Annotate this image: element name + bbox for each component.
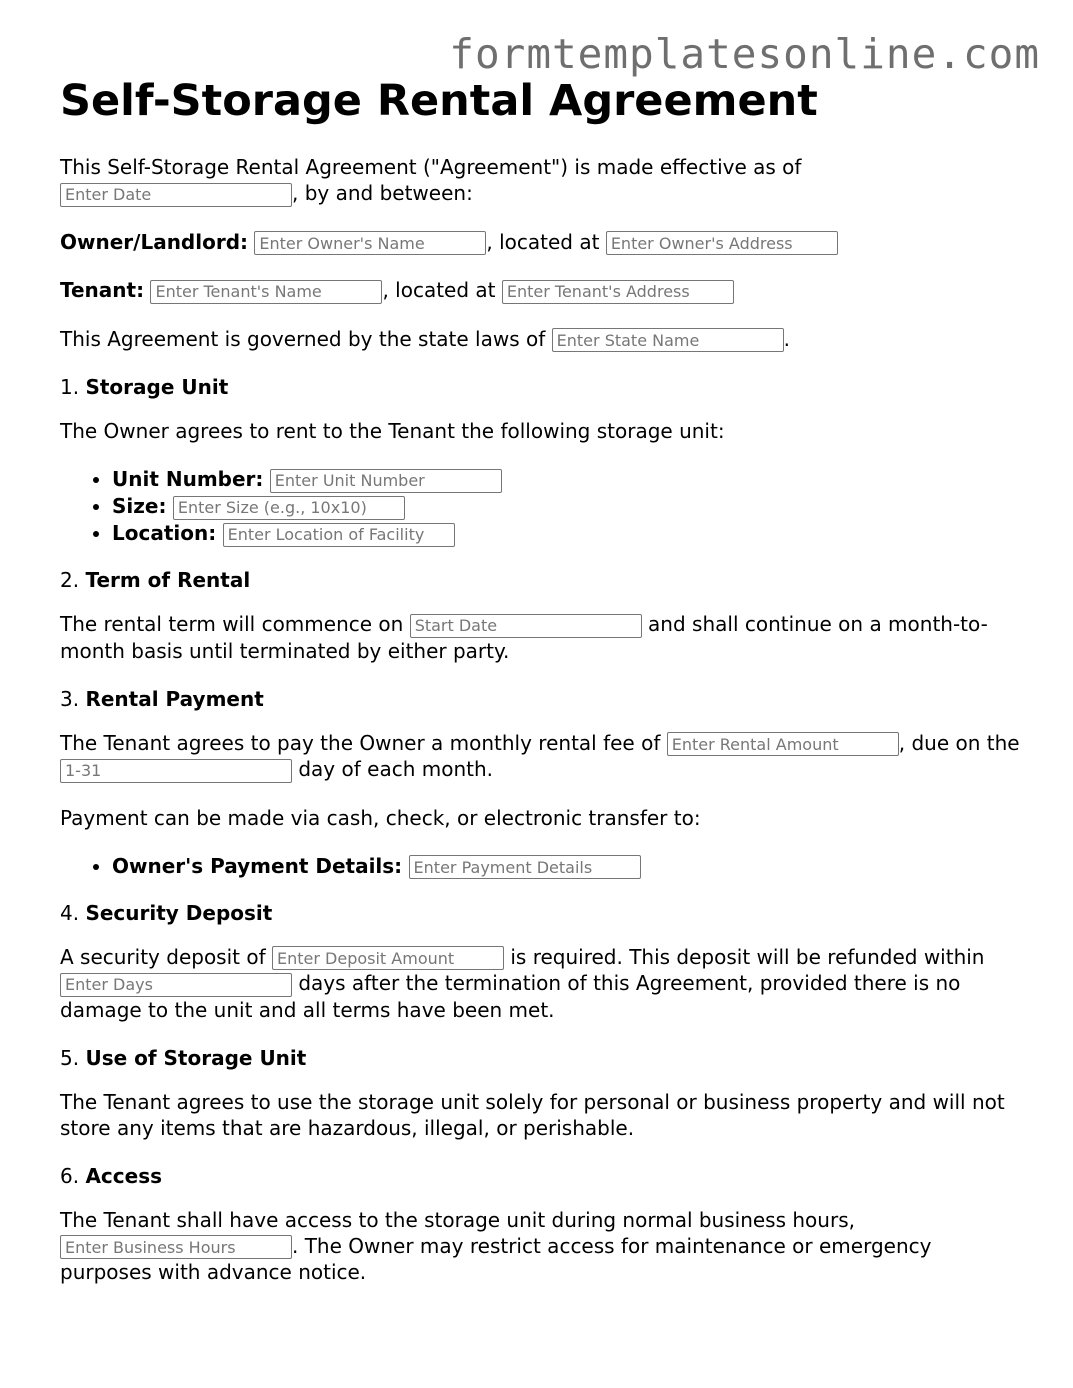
governing-end: . [783, 326, 791, 351]
unit-number-field[interactable] [270, 469, 502, 493]
list-item [112, 520, 1025, 547]
business-hours-field[interactable] [60, 1235, 292, 1259]
start-date-field[interactable] [410, 614, 642, 638]
page-title: Self-Storage Rental Agreement [60, 76, 818, 126]
owner-address-field[interactable] [606, 231, 838, 255]
deposit-amount-field[interactable] [272, 946, 504, 970]
section-3-text [60, 730, 1025, 783]
payment-details-field[interactable] [409, 855, 641, 879]
due-day-field[interactable] [60, 759, 292, 783]
section-6-text [60, 1207, 1025, 1286]
section-3-heading [60, 686, 1025, 712]
refund-days-field[interactable] [60, 973, 292, 997]
term-text-before: The rental term will commence on [60, 612, 404, 636]
section-2-heading [60, 567, 1025, 593]
size-label: Size: [112, 494, 167, 518]
unit-details-list [60, 466, 1025, 547]
section-number: 1. [60, 375, 80, 399]
section-number: 5. [60, 1045, 80, 1070]
owner-line [60, 229, 1025, 256]
tenant-located-at: , located at [382, 278, 496, 302]
rental-amount-field[interactable] [667, 732, 899, 756]
section-title: Access [85, 1163, 163, 1188]
payment-due-text: , due on the [898, 730, 1020, 755]
facility-location-field[interactable] [223, 523, 455, 547]
list-item [112, 853, 1025, 880]
access-text-before: The Tenant shall have access to the storage unit during normal business hours, [60, 1207, 855, 1232]
deposit-text-before: A security deposit of [60, 944, 266, 969]
section-number: 4. [60, 900, 80, 925]
section-title: Security Deposit [85, 900, 273, 925]
section-title: Use of Storage Unit [85, 1045, 307, 1070]
unit-number-label: Unit Number: [112, 467, 264, 491]
section-number: 6. [60, 1163, 80, 1188]
section-title: Term of Rental [85, 568, 251, 592]
deposit-text-mid: is required. This deposit will be refunded within [510, 944, 985, 969]
section-1-heading [60, 374, 1025, 400]
list-item [112, 466, 1025, 493]
owner-located-at: , located at [486, 229, 600, 254]
section-number: 3. [60, 686, 80, 711]
state-name-field[interactable] [552, 328, 784, 352]
tenant-label: Tenant: [60, 278, 145, 302]
intro-text: This Self-Storage Rental Agreement ("Agreement") is made effective as of [60, 155, 802, 179]
access-text-after: . The Owner may restrict access for maintenance or emergency purposes with advance notice. [60, 1233, 932, 1284]
tenant-name-field[interactable] [150, 280, 382, 304]
payment-text-after: day of each month. [298, 757, 493, 781]
payment-details-label: Owner's Payment Details: [112, 853, 403, 878]
owner-name-field[interactable] [254, 231, 486, 255]
section-number: 2. [60, 568, 80, 592]
payment-details-list [60, 853, 1025, 880]
governing-text: This Agreement is governed by the state laws of [60, 326, 546, 351]
section-6-heading [60, 1163, 1025, 1189]
section-1-text: The Owner agrees to rent to the Tenant the following storage unit: [60, 419, 725, 443]
section-title: Storage Unit [85, 375, 229, 399]
term-text-after: and shall continue on a month-to-month basis until terminated by either party. [60, 612, 988, 663]
payment-methods-text: Payment can be made via cash, check, or electronic transfer to: [60, 805, 701, 830]
section-5-text: The Tenant agrees to use the storage unit solely for personal or business property and will not store any items that are hazardous, illegal, or perishable. [60, 1089, 1005, 1140]
tenant-address-field[interactable] [502, 280, 734, 304]
governing-law-line [60, 326, 1025, 353]
owner-label: Owner/Landlord: [60, 229, 249, 254]
effective-date-field[interactable] [60, 183, 292, 207]
section-4-text [60, 944, 1025, 1023]
payment-text-before: The Tenant agrees to pay the Owner a monthly rental fee of [60, 730, 661, 755]
section-title: Rental Payment [85, 686, 264, 711]
agreement-document [60, 72, 1025, 1307]
unit-size-field[interactable] [173, 496, 405, 520]
section-2-text [60, 611, 1025, 664]
section-4-heading [60, 900, 1025, 926]
section-5-heading [60, 1045, 1025, 1071]
watermark: formtemplatesonline.com [449, 30, 1040, 78]
intro-paragraph [60, 154, 1025, 207]
deposit-text-after: days after the termination of this Agreement, provided there is no damage to the unit and all terms have been met. [60, 971, 961, 1022]
tenant-line [60, 277, 1025, 304]
list-item [112, 493, 1025, 520]
intro-text-after: , by and between: [292, 181, 473, 205]
location-label: Location: [112, 521, 217, 545]
